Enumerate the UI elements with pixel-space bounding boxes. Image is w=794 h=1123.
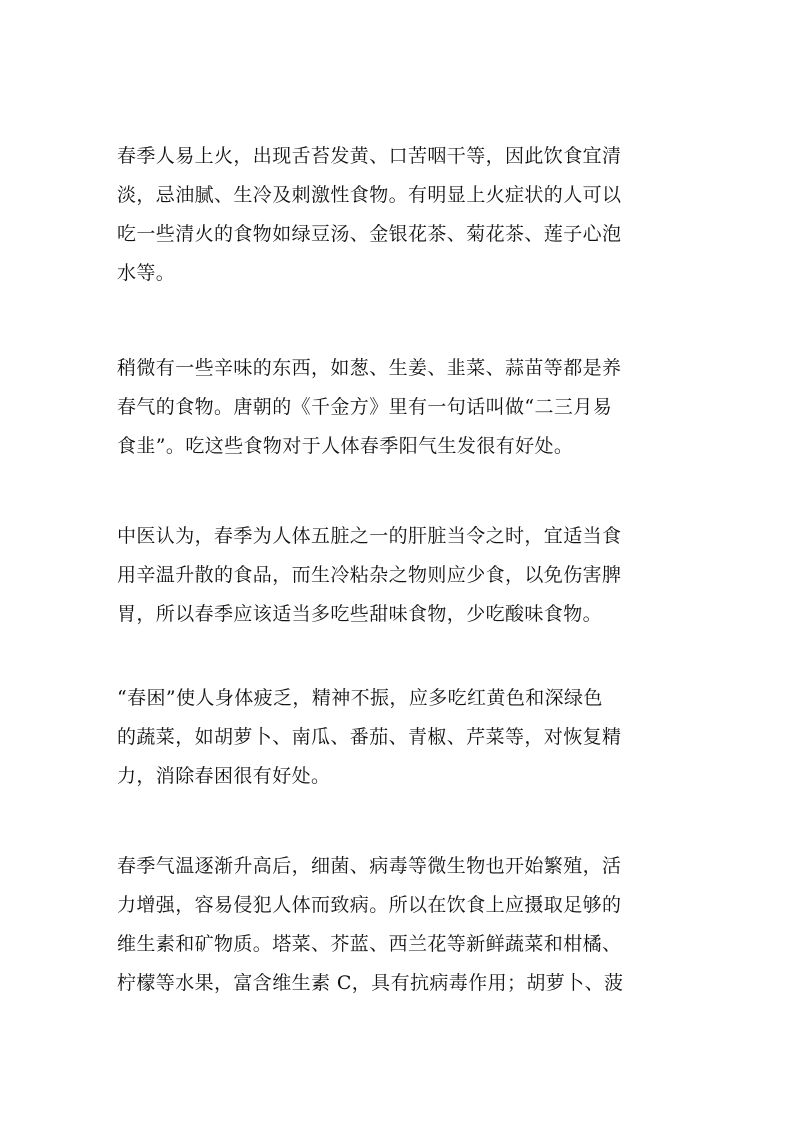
text-line: 春季气温逐渐升高后，细菌、病毒等微生物也开始繁殖，活	[117, 855, 622, 877]
text-line: 用辛温升散的食品，而生冷粘杂之物则应少食，以免伤害脾	[117, 564, 622, 586]
paragraph-1	[117, 137, 677, 293]
text-line: 吃一些清火的食物如绿豆汤、金银花茶、菊花茶、莲子心泡	[117, 223, 622, 245]
text-line: 力，消除春困很有好处。	[117, 765, 331, 787]
text-line: 水等。	[117, 262, 176, 284]
text-line: 春气的食物。唐朝的《千金方》里有一句话叫做“二三月易	[117, 396, 613, 418]
paragraph-4	[117, 679, 677, 796]
text-line: 柠檬等水果，富含维生素 C，具有抗病毒作用；胡萝卜、菠	[117, 972, 624, 994]
text-line: 食韭”。吃这些食物对于人体春季阳气生发很有好处。	[117, 435, 574, 457]
text-line: 的蔬菜，如胡萝卜、南瓜、番茄、青椒、芹菜等，对恢复精	[117, 726, 622, 748]
paragraph-5	[117, 847, 677, 1003]
text-line: 淡，忌油腻、生冷及刺激性食物。有明显上火症状的人可以	[117, 184, 622, 206]
paragraph-2	[117, 349, 677, 466]
text-line: 中医认为，春季为人体五脏之一的肝脏当令之时，宜适当食	[117, 525, 622, 547]
text-line: 胃，所以春季应该适当多吃些甜味食物，少吃酸味食物。	[117, 603, 603, 625]
text-line: “春困”使人身体疲乏，精神不振，应多吃红黄色和深绿色	[117, 687, 603, 709]
text-line: 稍微有一些辛味的东西，如葱、生姜、韭菜、蒜苗等都是养	[117, 357, 622, 379]
text-line: 维生素和矿物质。塔菜、芥蓝、西兰花等新鲜蔬菜和柑橘、	[117, 933, 622, 955]
paragraph-3	[117, 517, 677, 634]
text-line: 春季人易上火，出现舌苔发黄、口苦咽干等，因此饮食宜清	[117, 145, 622, 167]
text-line: 力增强，容易侵犯人体而致病。所以在饮食上应摄取足够的	[117, 894, 622, 916]
